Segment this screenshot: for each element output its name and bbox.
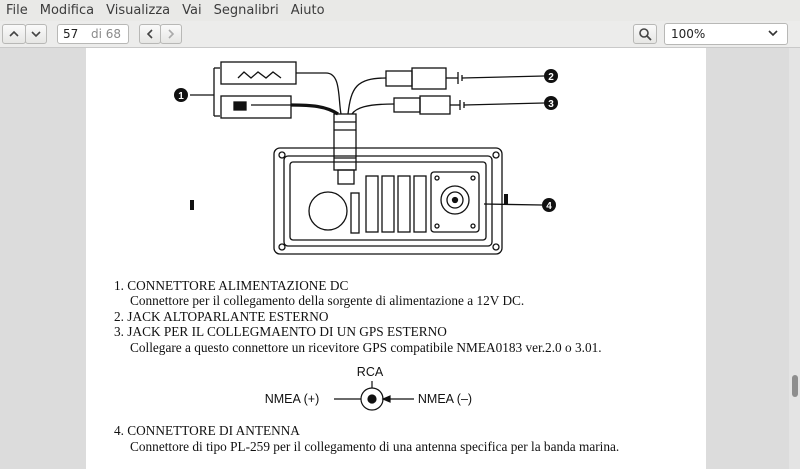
menu-vai[interactable]: Vai [182,3,202,18]
current-page-input[interactable]: 57 [63,27,79,41]
scrollbar-thumb[interactable] [792,375,798,397]
chevron-left-icon [144,28,156,40]
history-back-button[interactable] [139,24,161,44]
chevron-down-icon [30,28,42,40]
history-forward-button[interactable] [160,24,182,44]
callout-4: 4 [546,201,552,212]
rca-title: RCA [356,365,384,379]
next-page-button[interactable] [25,24,47,44]
total-pages-label: di 68 [91,27,122,41]
menu-segnalibri[interactable]: Segnalibri [213,3,279,18]
item-1-desc: Connettore per il collegamento della sorgente di alimentazione a 12V DC. [130,293,525,308]
zoom-select[interactable] [664,23,788,45]
search-icon [638,27,652,41]
document-page [86,48,706,469]
menu-file[interactable]: File [6,3,28,18]
menu-modifica[interactable]: Modifica [39,3,95,18]
search-button[interactable] [633,24,657,44]
page-number-field[interactable] [57,24,129,44]
vertical-scrollbar[interactable] [789,48,800,469]
callout-3: 3 [548,99,554,110]
connection-diagram [86,48,706,263]
chevron-right-icon [165,28,177,40]
item-2-title: 2. JACK ALTOPARLANTE ESTERNO [114,309,329,324]
item-1-title: 1. CONNETTORE ALIMENTAZIONE DC [114,278,349,293]
chevron-up-icon [8,28,20,40]
callout-1: 1 [178,91,184,102]
menu-aiuto[interactable]: Aiuto [290,3,325,18]
dropdown-chevron-icon [767,26,779,40]
callout-2: 2 [548,72,554,83]
menu-bar [0,0,800,21]
document-viewer[interactable] [0,48,800,469]
menu-visualizza[interactable]: Visualizza [106,3,171,18]
rca-left-label: NMEA (+) [264,392,320,406]
item-4-title: 4. CONNETTORE DI ANTENNA [114,423,300,438]
item-4-desc: Connettore di tipo PL-259 per il collegamento di una antenna specifica per la banda marina. [130,439,620,454]
rca-right-label: NMEA (–) [417,392,473,406]
rca-connector-figure [86,363,706,423]
item-3-title: 3. JACK PER IL COLLEGMAENTO DI UN GPS ESTERNO [114,324,447,339]
previous-page-button[interactable] [2,24,26,44]
zoom-value: 100% [671,27,706,41]
item-3-desc: Collegare a questo connettore un ricevitore GPS compatibile NMEA0183 ver.2.0 o 3.01. [130,340,602,355]
toolbar [0,21,800,48]
